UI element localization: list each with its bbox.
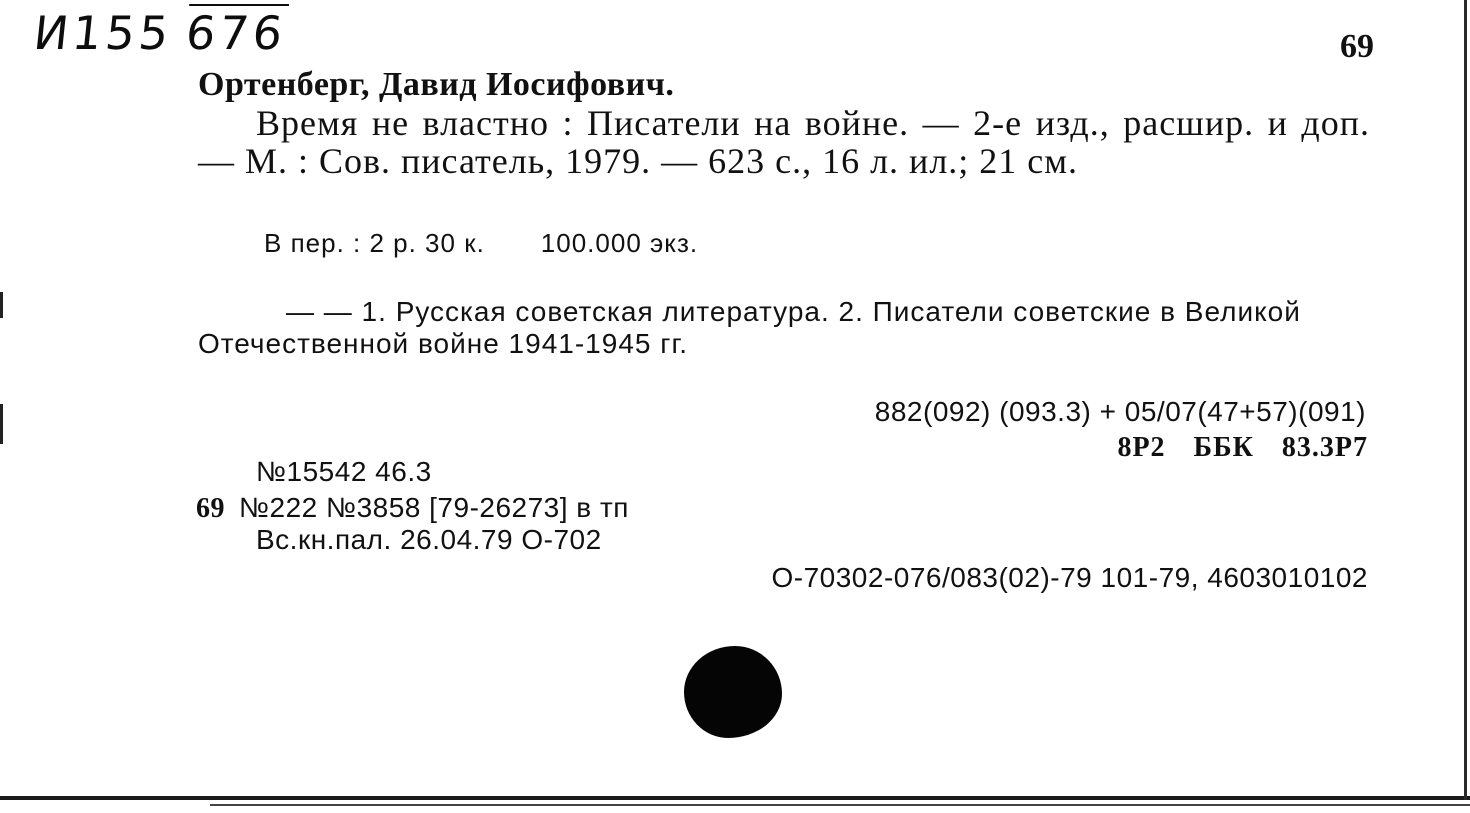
subject-headings: — — 1. Русская советская литература. 2. Писатели советские в Великой Отечественной войне 1941-1945 гг. — [198, 296, 1301, 359]
punch-hole — [684, 646, 782, 738]
handwritten-prefix: И155 — [31, 6, 176, 60]
card-bottom-edge — [0, 796, 1470, 800]
bibliographic-description: Время не властно : Писатели на войне. — 2-е изд., расшир. и доп. — М. : Сов. писатель, 1979. — 623 с., 16 л. ил.; 21 см. — [198, 103, 1370, 181]
card-right-edge — [1464, 0, 1467, 800]
registry-line-2-text: №222 №3858 [79-26273] в тп — [239, 492, 629, 523]
card-bottom-edge-shadow — [210, 804, 1470, 806]
scan-edge-mark — [0, 404, 3, 444]
handwritten-call-number — [31, 6, 289, 60]
price: В пер. : 2 р. 30 к. — [264, 228, 485, 258]
print-run: 100.000 экз. — [540, 228, 699, 258]
price-line — [264, 228, 698, 259]
bbk-index: 8Р2 ББК 83.3Р7 — [1117, 432, 1368, 463]
handwritten-suffix: 676 — [183, 6, 289, 60]
card-number: 69 — [1340, 28, 1374, 65]
registry-line-1: №15542 46.3 — [256, 456, 432, 487]
isbn-line: О-70302-076/083(02)-79 101-79, 4603010102 — [771, 562, 1368, 593]
registry-line-2-prefix: 69 — [196, 493, 225, 524]
udc-index: 882(092) (093.3) + 05/07(47+57)(091) — [874, 396, 1366, 427]
registry-line-2 — [196, 492, 629, 525]
registry-line-3: Вс.кн.пал. 26.04.79 О-702 — [256, 524, 602, 555]
scan-edge-mark — [0, 292, 3, 318]
author-heading: Ортенберг, Давид Иосифович. — [198, 66, 675, 103]
